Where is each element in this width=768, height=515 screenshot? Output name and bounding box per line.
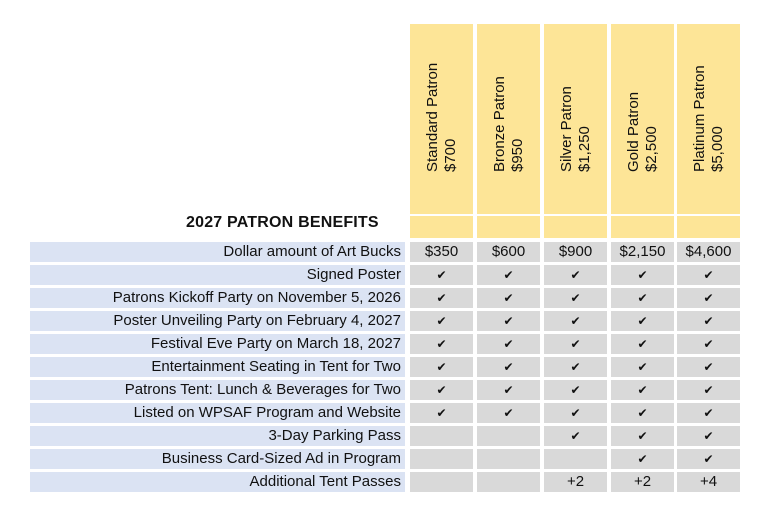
tier-header-text <box>424 63 460 172</box>
benefit-label: Listed on WPSAF Program and Website <box>133 404 401 421</box>
check-icon: ✔ <box>611 311 674 331</box>
empty-cell <box>410 426 473 446</box>
check-icon: ✔ <box>544 357 607 377</box>
tier-name: Gold Patron <box>624 91 642 172</box>
benefit-row <box>30 380 405 400</box>
tier-header-strip <box>544 216 607 238</box>
check-icon: ✔ <box>677 426 740 446</box>
check-icon: ✔ <box>544 334 607 354</box>
empty-cell <box>410 472 473 492</box>
check-icon: ✔ <box>611 265 674 285</box>
check-icon: ✔ <box>410 288 473 308</box>
check-icon: ✔ <box>611 288 674 308</box>
tier-header-text <box>625 92 661 172</box>
benefit-label: Signed Poster <box>306 266 401 283</box>
tier-header-3 <box>544 24 607 214</box>
benefit-label: Entertainment Seating in Tent for Two <box>151 358 401 375</box>
tier-header-strip <box>611 216 674 238</box>
benefit-label: Additional Tent Passes <box>249 473 401 490</box>
tier-name: Silver Patron <box>557 86 575 172</box>
check-icon: ✔ <box>477 334 540 354</box>
table-title: 2027 PATRON BENEFITS <box>186 214 379 231</box>
check-icon: ✔ <box>611 449 674 469</box>
check-icon: ✔ <box>477 311 540 331</box>
benefit-value: +2 <box>544 472 607 492</box>
check-icon: ✔ <box>410 357 473 377</box>
check-icon: ✔ <box>477 357 540 377</box>
check-icon: ✔ <box>410 380 473 400</box>
tier-header-text <box>691 65 727 172</box>
check-icon: ✔ <box>544 403 607 423</box>
check-icon: ✔ <box>544 426 607 446</box>
check-icon: ✔ <box>544 265 607 285</box>
check-icon: ✔ <box>477 403 540 423</box>
tier-name: Standard Patron <box>423 62 441 172</box>
benefit-row <box>30 311 405 331</box>
benefit-label: Dollar amount of Art Bucks <box>223 243 401 260</box>
benefit-label: Business Card-Sized Ad in Program <box>161 450 401 467</box>
check-icon: ✔ <box>477 288 540 308</box>
check-icon: ✔ <box>410 265 473 285</box>
check-icon: ✔ <box>677 380 740 400</box>
check-icon: ✔ <box>677 311 740 331</box>
tier-price: $5,000 <box>708 126 726 172</box>
check-icon: ✔ <box>477 265 540 285</box>
benefit-row <box>30 242 405 262</box>
tier-price: $2,500 <box>642 126 660 172</box>
check-icon: ✔ <box>477 380 540 400</box>
benefit-value: +2 <box>611 472 674 492</box>
check-icon: ✔ <box>677 449 740 469</box>
benefit-value: $2,150 <box>611 242 674 262</box>
empty-cell <box>477 472 540 492</box>
benefit-label: Patrons Tent: Lunch & Beverages for Two <box>124 381 401 398</box>
tier-price: $950 <box>508 138 526 172</box>
benefit-value: $600 <box>477 242 540 262</box>
benefit-row <box>30 334 405 354</box>
tier-header-4 <box>611 24 674 214</box>
empty-cell <box>410 449 473 469</box>
check-icon: ✔ <box>544 380 607 400</box>
check-icon: ✔ <box>611 380 674 400</box>
benefit-label: Festival Eve Party on March 18, 2027 <box>150 335 401 352</box>
tier-header-1 <box>410 24 473 214</box>
check-icon: ✔ <box>410 334 473 354</box>
benefit-value: $350 <box>410 242 473 262</box>
benefit-row <box>30 288 405 308</box>
check-icon: ✔ <box>410 311 473 331</box>
tier-name: Bronze Patron <box>490 76 508 172</box>
tier-header-5 <box>677 24 740 214</box>
benefit-row <box>30 265 405 285</box>
tier-header-text <box>491 76 527 172</box>
check-icon: ✔ <box>410 403 473 423</box>
benefit-label: Poster Unveiling Party on February 4, 2027 <box>113 312 401 329</box>
check-icon: ✔ <box>677 288 740 308</box>
tier-price: $700 <box>441 138 459 172</box>
check-icon: ✔ <box>611 357 674 377</box>
empty-cell <box>477 449 540 469</box>
check-icon: ✔ <box>544 288 607 308</box>
check-icon: ✔ <box>677 265 740 285</box>
tier-header-strip <box>477 216 540 238</box>
benefit-row <box>30 472 405 492</box>
benefit-value: $4,600 <box>677 242 740 262</box>
tier-header-strip <box>677 216 740 238</box>
check-icon: ✔ <box>611 334 674 354</box>
check-icon: ✔ <box>677 334 740 354</box>
benefit-row <box>30 426 405 446</box>
empty-cell <box>477 426 540 446</box>
benefit-label: Patrons Kickoff Party on November 5, 2026 <box>112 289 401 306</box>
tier-header-text <box>558 86 594 172</box>
benefit-row <box>30 403 405 423</box>
tier-name: Platinum Patron <box>690 65 708 172</box>
check-icon: ✔ <box>677 357 740 377</box>
check-icon: ✔ <box>544 311 607 331</box>
benefit-row <box>30 449 405 469</box>
check-icon: ✔ <box>677 403 740 423</box>
tier-header-2 <box>477 24 540 214</box>
benefit-label: 3-Day Parking Pass <box>268 427 401 444</box>
empty-cell <box>544 449 607 469</box>
check-icon: ✔ <box>611 403 674 423</box>
benefit-row <box>30 357 405 377</box>
tier-header-strip <box>410 216 473 238</box>
tier-price: $1,250 <box>575 126 593 172</box>
benefit-value: $900 <box>544 242 607 262</box>
check-icon: ✔ <box>611 426 674 446</box>
benefit-value: +4 <box>677 472 740 492</box>
